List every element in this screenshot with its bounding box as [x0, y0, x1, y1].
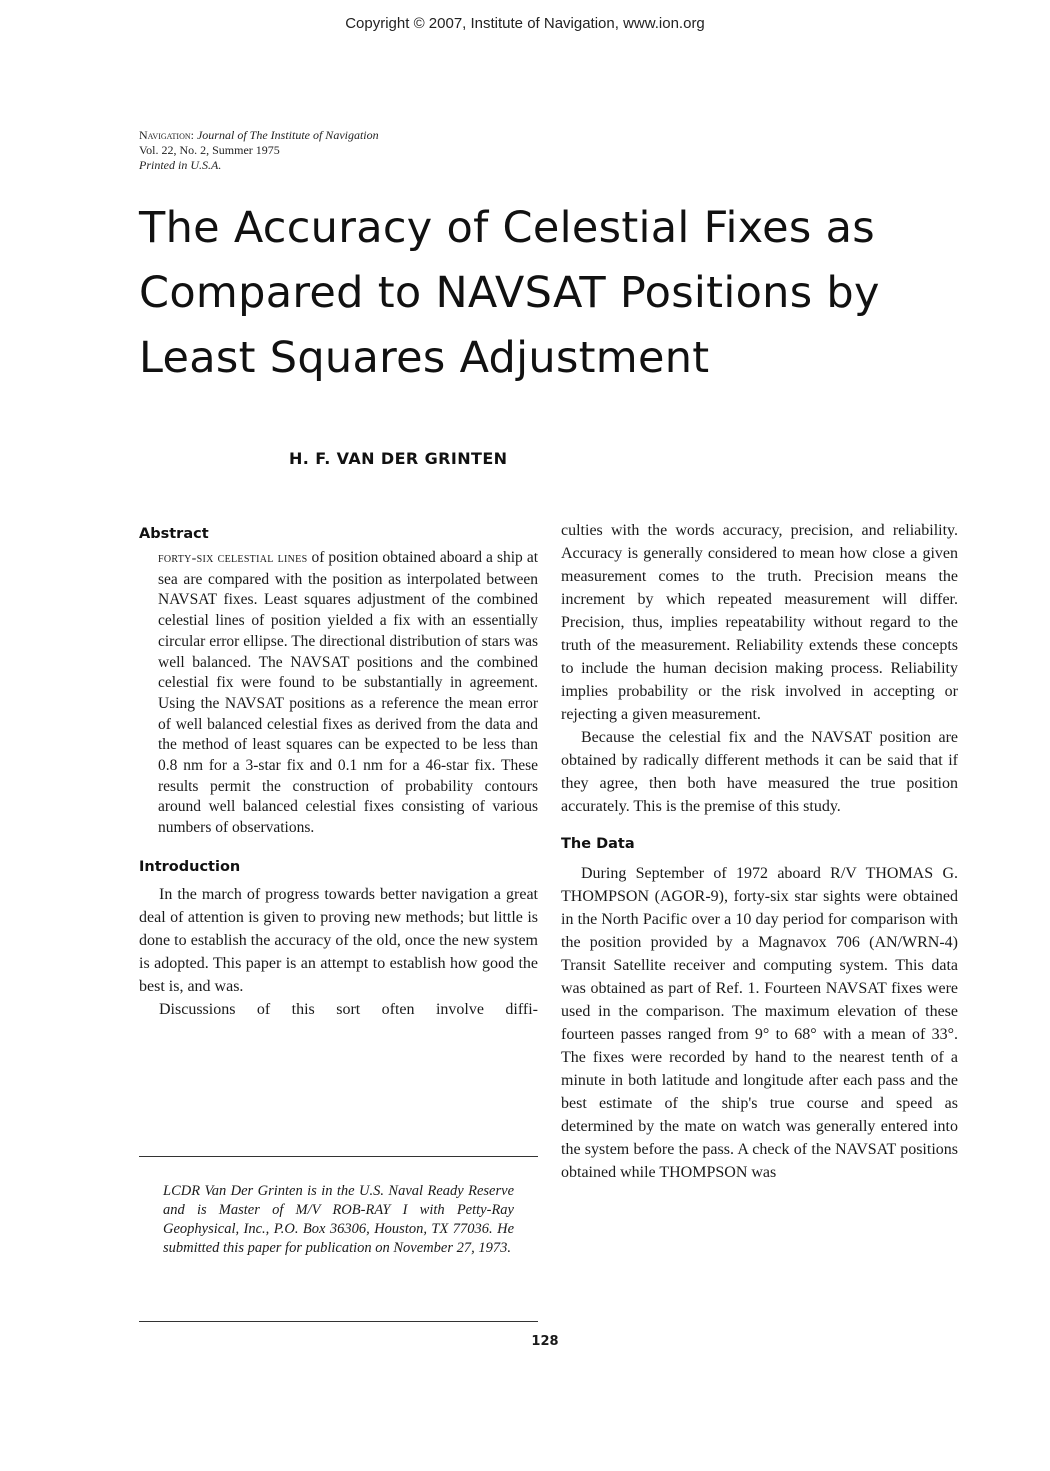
- left-column: [139, 524, 538, 1021]
- data-section-heading: The Data: [561, 836, 635, 852]
- page-number: 128: [531, 1334, 559, 1349]
- abstract-body: of position obtained aboard a ship at sea are compared with the position as interpolated between NAVSAT fixes. Least squares adjustment of the combined celestial lines of position yielded a fix with an essentially circular error ellipse. The directional distribution of stars was well balanced. The NAVSAT positions and the combined celestial fix were found to be substantially in agreement. Using the NAVSAT positions as a reference the mean error of well balanced celestial fixes as derived from the data and the method of least squares can be expected to be less than 0.8 nm for a 3-star fix and 0.1 nm for a 46-star fix. These results permit the construction of probability contours around well balanced celestial fixes consisting of various numbers of observations.: [158, 549, 539, 837]
- abstract-text: [158, 548, 538, 839]
- copyright-notice: Copyright © 2007, Institute of Navigation, www.ion.org: [345, 15, 705, 32]
- introduction-paragraph-2-continued: culties with the words accuracy, precision, and reliability. Accuracy is generally considered to mean how close a given measurement comes to the truth. Precision means the increment by which repeated measurement will differ. Precision, thus, implies repeatability without regard to the truth of the measurement. Reliability extends these concepts to include the human decision making process. Reliability implies probability or the risk involved in accepting or rejecting a given measurement.: [561, 522, 958, 723]
- abstract-heading: Abstract: [139, 526, 209, 542]
- introduction-heading: Introduction: [139, 858, 241, 875]
- introduction-paragraph-2-start: Discussions of this sort often involve diffi-: [159, 1000, 538, 1018]
- article-author: H. F. VAN DER GRINTEN: [289, 449, 508, 468]
- abstract-lead: forty-six celestial lines: [158, 551, 308, 566]
- data-section-paragraph: During September of 1972 aboard R/V THOMAS G. THOMPSON (AGOR-9), forty-six star sights were obtained in the North Pacific over a 10 day period for comparison with the position provided by a Magnavox 706 (AN/WRN-4) Transit Satellite receiver and computing system. This data was obtained as part of Ref. 1. Fourteen NAVSAT fixes were used in the comparison. The maximum elevation of these fourteen passes ranged from 9° to 68° with a mean of 33°. The fixes were recorded by hand to the nearest tenth of a minute in both latitude and longitude after each pass and the best estimate of the ship's true course and speed as determined by the mate on watch was generally entered into the system before the pass. A check of the NAVSAT positions obtained while THOMPSON was: [561, 865, 958, 1181]
- journal-printed: Printed in U.S.A.: [139, 158, 222, 172]
- journal-name: Navigation: [139, 128, 191, 142]
- article-title: The Accuracy of Celestial Fixes as Compared to NAVSAT Positions by Least Squares Adjustment: [139, 203, 880, 383]
- introduction-paragraph-3: Because the celestial fix and the NAVSAT position are obtained by radically different methods it can be said that if they agree, then both have measured the true position accurately. This is the premise of this study.: [561, 729, 958, 815]
- journal-volume: Vol. 22, No. 2, Summer 1975: [139, 143, 280, 157]
- introduction-paragraph-1: In the march of progress towards better navigation a great deal of attention is given to proving new methods; but little is done to establish the accuracy of the old, once the new system is adopted. This paper is an attempt to establish how good the best is, and was.: [139, 885, 538, 995]
- footnote-divider-bottom: [139, 1321, 538, 1322]
- author-footnote: LCDR Van Der Grinten is in the U.S. Naval Ready Reserve and is Master of M/V ROB-RAY I with Petty-Ray Geophysical, Inc., P.O. Box 36306, Houston, TX 77036. He submitted this paper for publication on November 27, 1973.: [163, 1183, 514, 1256]
- journal-info: Navigation: Journal of The Institute of Navigation Vol. 22, No. 2, Summer 1975 Printed in U.S.A.: [139, 128, 379, 172]
- journal-subtitle: Journal of The Institute of Navigation: [196, 128, 379, 142]
- footnote-divider-top: [139, 1156, 538, 1157]
- right-column: [561, 519, 958, 1184]
